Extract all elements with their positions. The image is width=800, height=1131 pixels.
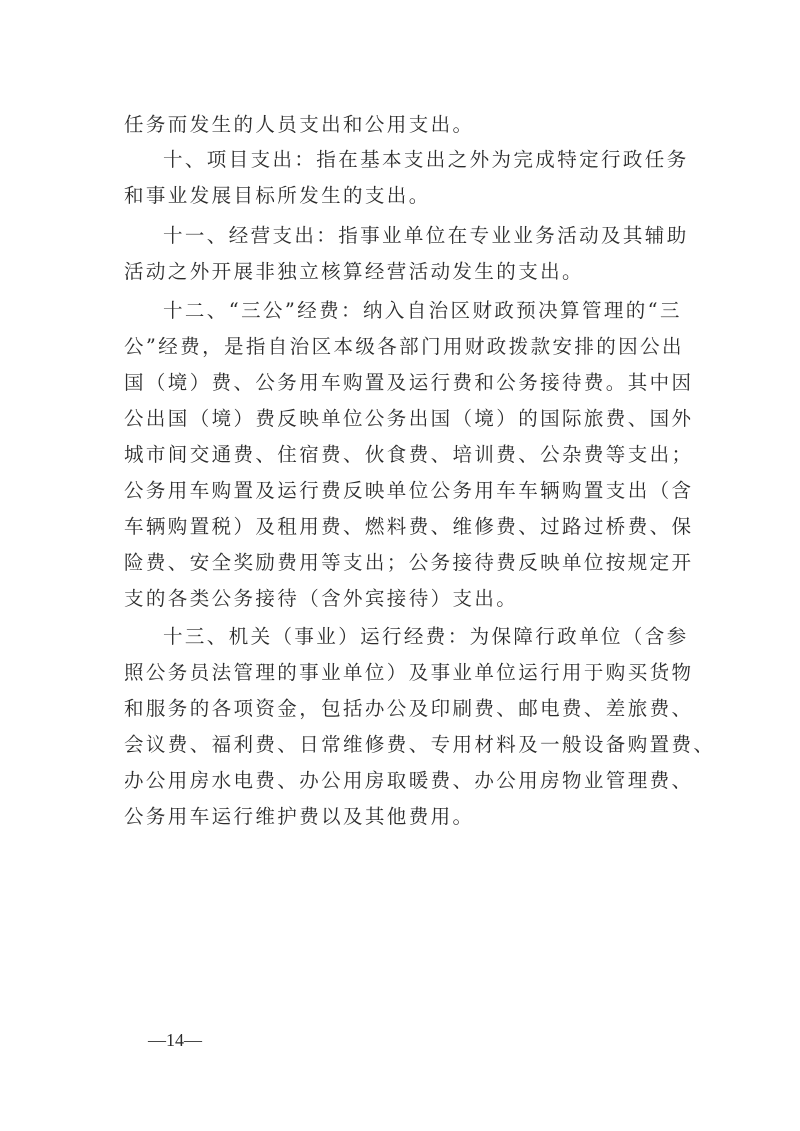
- text-line: 支的各类公务接待（含外宾接待）支出。: [124, 587, 519, 610]
- text-line: 会议费、福利费、日常维修费、专用材料及一般设备购置费、: [124, 733, 716, 756]
- text-line: 城市间交通费、住宿费、伙食费、培训费、公杂费等支出；: [124, 443, 694, 466]
- text-line: 公”经费，是指自治区本级各部门用财政拨款安排的因公出: [124, 335, 684, 358]
- text-line: 公出国（境）费反映单位公务出国（境）的国际旅费、国外: [124, 407, 694, 430]
- text-line: 公务用车购置及运行费反映单位公务用车车辆购置支出（含: [124, 479, 694, 502]
- text-line: 车辆购置税）及租用费、燃料费、维修费、过路过桥费、保: [124, 515, 694, 538]
- text-line: 国（境）费、公务用车购置及运行费和公务接待费。其中因: [124, 371, 694, 394]
- text-line: 和事业发展目标所发生的支出。: [124, 184, 431, 207]
- text-line: 公务用车运行维护费以及其他费用。: [124, 805, 475, 828]
- text-line: 活动之外开展非独立核算经营活动发生的支出。: [124, 260, 584, 283]
- text-line: 险费、安全奖励费用等支出；公务接待费反映单位按规定开: [124, 551, 694, 574]
- text-line: 和服务的各项资金，包括办公及印刷费、邮电费、差旅费、: [124, 697, 694, 720]
- section-thirteen-heading-line: 十三、机关（事业）运行经费：为保障行政单位（含参: [163, 625, 689, 648]
- section-ten-heading-line: 十、项目支出：指在基本支出之外为完成特定行政任务: [163, 148, 689, 171]
- text-line: 办公用房水电费、办公用房取暖费、办公用房物业管理费、: [124, 769, 694, 792]
- text-line: 照公务员法管理的事业单位）及事业单位运行用于购买货物: [124, 661, 694, 684]
- section-twelve-heading-line: 十二、“三公”经费：纳入自治区财政预决算管理的“三: [163, 299, 682, 322]
- section-eleven-heading-line: 十一、经营支出：指事业单位在专业业务活动及其辅助: [163, 224, 689, 247]
- text-line: 任务而发生的人员支出和公用支出。: [124, 113, 475, 136]
- page-number: —14—: [148, 1030, 202, 1050]
